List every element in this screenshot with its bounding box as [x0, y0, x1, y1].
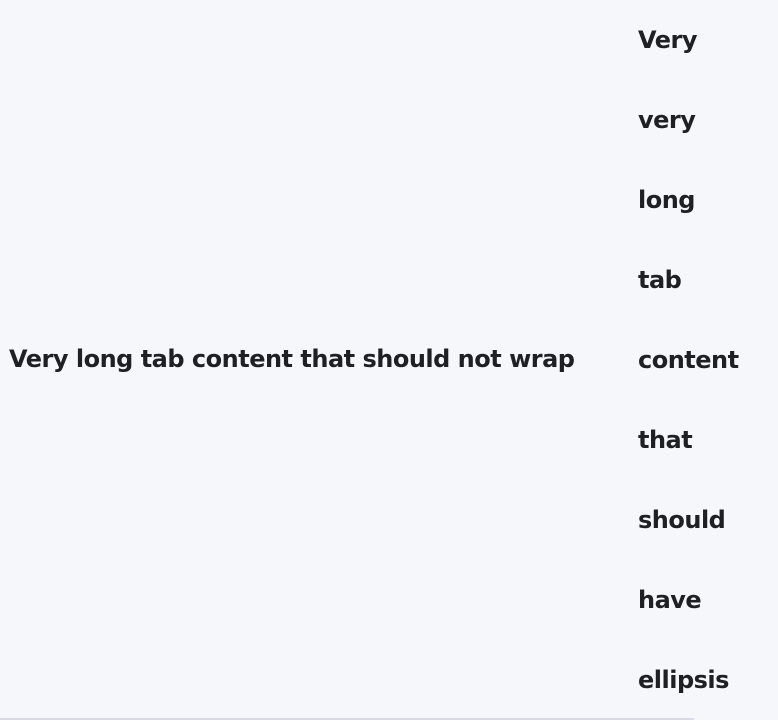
tab-ellipsis-label: Very very long tab content that should have ellipsis [638, 26, 739, 694]
tab-nowrap[interactable] [9, 0, 609, 718]
tab-nowrap-label: Very long tab content that should not wrap [9, 345, 575, 373]
tab-ellipsis[interactable] [638, 0, 739, 718]
